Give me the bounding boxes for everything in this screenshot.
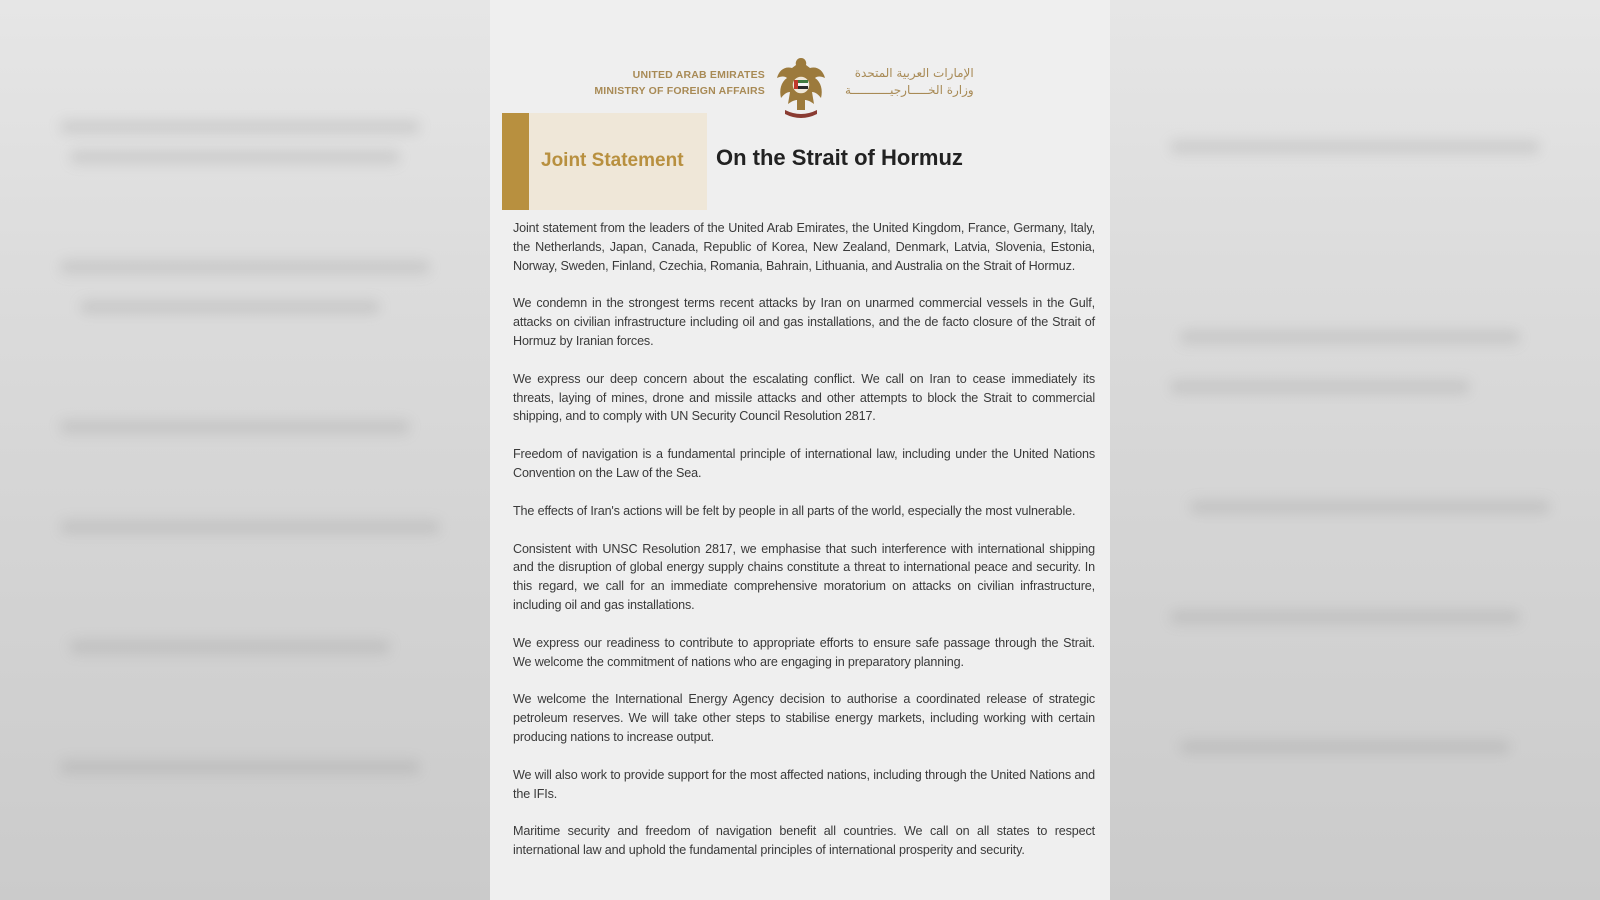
letterhead-english-line2: MINISTRY OF FOREIGN AFFAIRS (594, 85, 765, 97)
blurred-backdrop-left (0, 0, 490, 900)
ministry-letterhead (490, 52, 1110, 122)
blur-stroke (60, 420, 410, 434)
blur-stroke (1190, 500, 1550, 514)
blur-stroke (80, 300, 380, 314)
statement-document (490, 0, 1110, 900)
blur-stroke (1170, 140, 1540, 154)
blur-stroke (70, 640, 390, 654)
blur-stroke (60, 520, 440, 534)
blur-stroke (60, 120, 420, 134)
letterhead-arabic-line1: الإمارات العربية المتحدة (854, 66, 974, 80)
statement-paragraph: We condemn in the strongest terms recent attacks by Iran on unarmed commercial vessels in the Gulf, attacks on civilian infrastructure including oil and gas installations, and the de facto closure of the Strait of Hormuz by Iranian forces. (513, 296, 1095, 348)
blur-stroke (70, 150, 400, 164)
statement-paragraph: Maritime security and freedom of navigation benefit all countries. We call on all states to respect international law and uphold the fundamental principles of international prosperity and security. (513, 824, 1095, 858)
blur-stroke (60, 260, 430, 274)
blur-stroke (1180, 740, 1510, 754)
blur-stroke (60, 760, 420, 774)
document-title: On the Strait of Hormuz (716, 145, 963, 170)
statement-paragraph: Freedom of navigation is a fundamental principle of international law, including under the United Nations Convention on the Law of the Sea. (513, 447, 1095, 480)
letterhead-english (594, 67, 765, 99)
letterhead-arabic-line2: وزارة الخـــــارجيـــــــــــة (845, 83, 974, 97)
banner-label: Joint Statement (541, 150, 684, 171)
statement-paragraph: We will also work to provide support for the most affected nations, including through the United Nations and the IFIs. (513, 767, 1095, 801)
letterhead-arabic (845, 65, 974, 99)
blur-stroke (1170, 610, 1520, 624)
statement-paragraph: Joint statement from the leaders of the United Arab Emirates, the United Kingdom, France, Germany, Italy, the Netherlands, Japan, Canada, Republic of Korea, New Zealand, Denmark, Latvia, Slovenia, Estonia, Norway, Sweden, Finland, Czechia, Romania, Bahrain, Lithuania, and Australia on the Strait of Hormuz. (513, 221, 1095, 273)
statement-paragraph: Consistent with UNSC Resolution 2817, we emphasise that such interference with international shipping and the disruption of global energy supply chains constitute a threat to international peace and security. In this regard, we call for an immediate comprehensive moratorium on attacks on civilian infrastructure, including oil and gas installations. (513, 541, 1095, 612)
statement-body (513, 219, 1095, 879)
statement-paragraph: We express our readiness to contribute to appropriate efforts to ensure safe passage through the Strait. We welcome the commitment of nations who are engaging in preparatory planning. (513, 635, 1095, 669)
statement-paragraph: We express our deep concern about the escalating conflict. We call on Iran to cease immediately its threats, laying of mines, drone and missile attacks and other attempts to block the Strait to commercial shipping, and to comply with UN Security Council Resolution 2817. (513, 371, 1095, 424)
statement-paragraph: We welcome the International Energy Agency decision to authorise a coordinated release of strategic petroleum reserves. We will take other steps to stabilise energy markets, including working with certain producing nations to increase output. (513, 692, 1095, 744)
uae-falcon-emblem-icon (775, 54, 827, 120)
banner-accent-bar (502, 113, 529, 210)
statement-paragraph: The effects of Iran's actions will be felt by people in all parts of the world, especially the most vulnerable. (513, 503, 1076, 518)
letterhead-english-line1: UNITED ARAB EMIRATES (632, 69, 765, 81)
blurred-backdrop-right (1110, 0, 1600, 900)
blur-stroke (1180, 330, 1520, 344)
blur-stroke (1170, 380, 1470, 394)
